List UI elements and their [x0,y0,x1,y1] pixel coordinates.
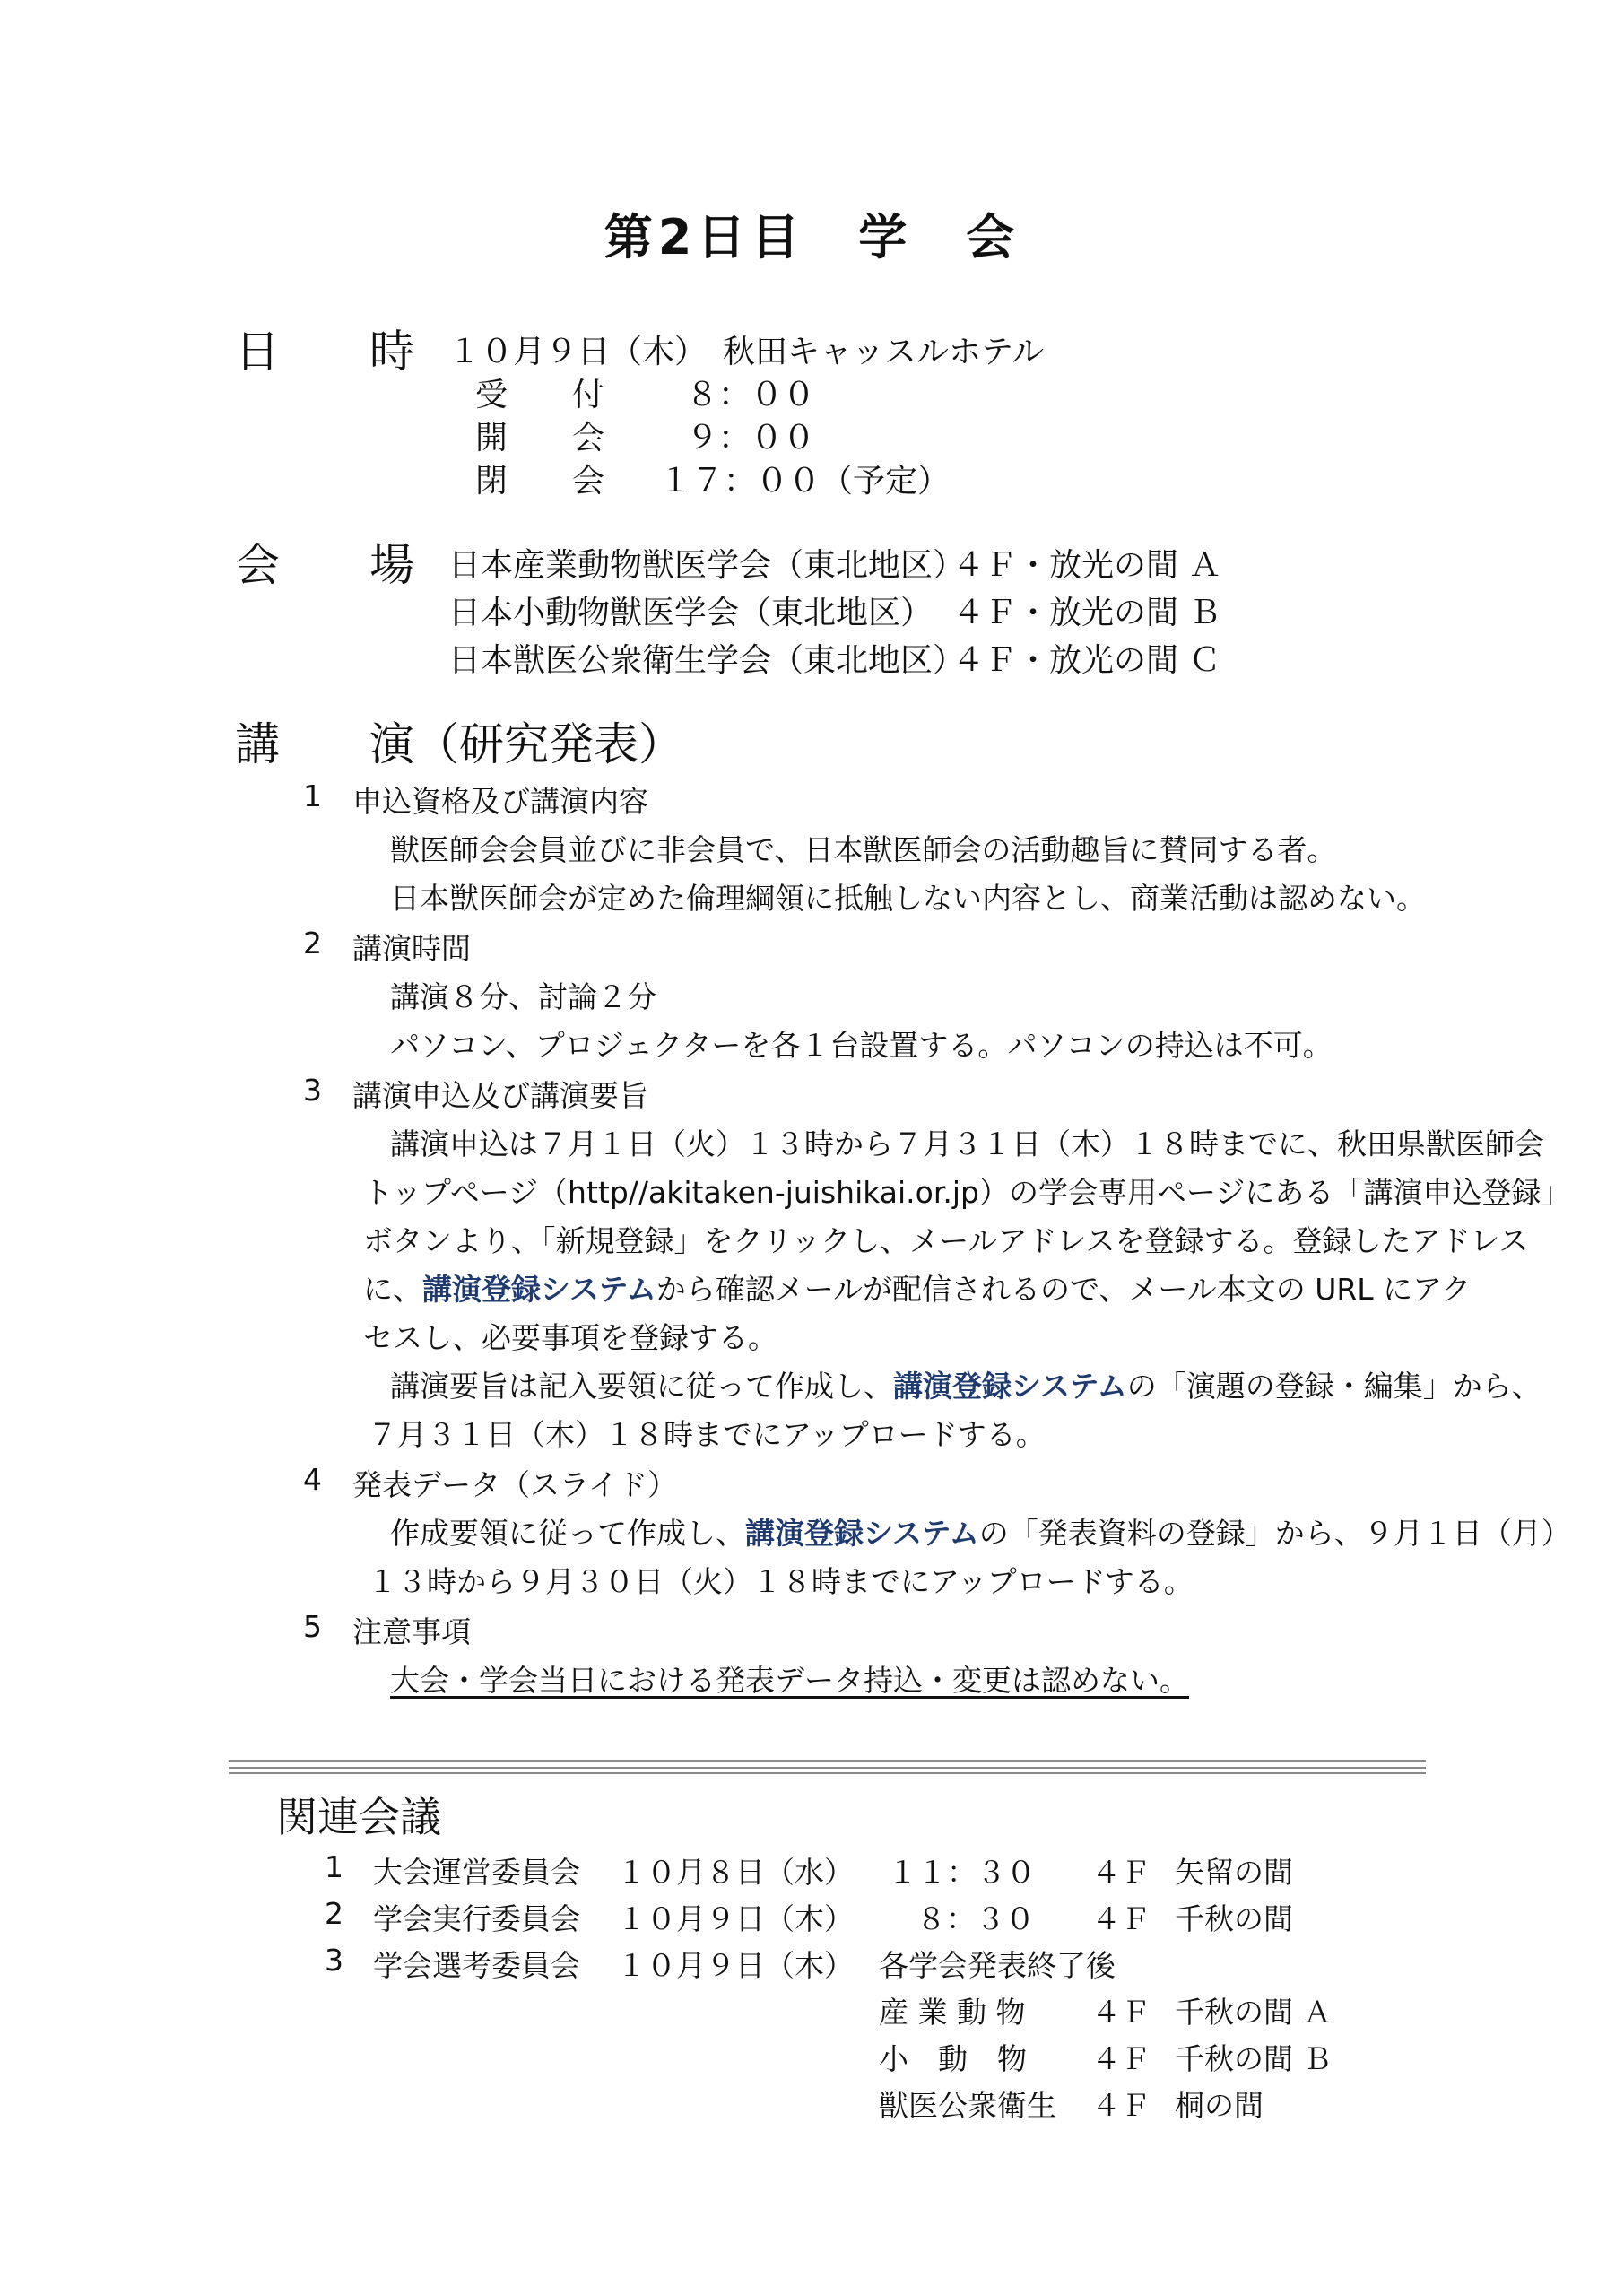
meeting-date: １０月９日（木） [617,1948,854,1983]
committee-group: 産 業 動 物 [879,1995,1026,2030]
body-line: セスし、必要事項を登録する。 [363,1320,777,1355]
section-number: 5 [303,1609,322,1644]
meetings-heading: 関連会議 [276,1793,441,1841]
datetime-date-venue: １０月９日（木） 秋田キャッスルホテル [448,334,1045,370]
section-divider [229,1767,1426,1769]
closing-label: 閉 会 [475,463,605,500]
committee-group: 獣医公衆衛生 [879,2088,1056,2123]
section-number: 2 [303,926,322,961]
meeting-floor: ４Ｆ [1091,2088,1151,2123]
body-line: 講演申込は７月１日（火）１３時から７月３１日（木）１８時までに、秋田県獣医師会 [390,1126,1544,1161]
meeting-floor: ４Ｆ [1091,2041,1151,2076]
section-divider [229,1772,1426,1774]
notice-line: 大会・学会当日における発表データ持込・変更は認めない。 [390,1663,1189,1698]
body-line: 日本獣医師会が定めた倫理綱領に抵触しない内容とし、商業活動は認めない。 [390,881,1426,916]
opening-time: ９：００ [686,420,816,457]
body-line: 獣医師会会員並びに非会員で、日本獣医師会の活動趣旨に賛同する者。 [390,832,1337,867]
meeting-time: ８：３０ [916,1901,1035,1936]
closing-time: １７：００（予定） [659,463,951,500]
system-name: 講演登録システム [745,1516,979,1551]
meeting-floor: ４Ｆ [1091,1855,1151,1890]
venue-name: 日本産業動物獣医学会（東北地区） [448,547,966,584]
venue-label: 会 場 [235,539,414,591]
meeting-name: 学会選考委員会 [373,1948,580,1983]
meeting-room: 矢留の間 [1175,1855,1293,1890]
meeting-time: 各学会発表終了後 [879,1948,1116,1983]
meeting-number: 1 [325,1849,343,1884]
system-name: 講演登録システム [422,1272,656,1307]
body-line: 作成要領に従って作成し、講演登録システムの「発表資料の登録」から、９月１日（月） [390,1516,1571,1551]
body-line: ７月３１日（木）１８時までにアップロードする。 [368,1417,1046,1452]
reception-label: 受 付 [475,377,605,413]
section-title: 注意事項 [352,1614,471,1649]
venue-name: 日本獣医公衆衛生学会（東北地区） [448,642,966,679]
body-line: 講演８分、討論２分 [390,979,656,1014]
datetime-label: 日 時 [235,326,414,378]
committee-group: 小 動 物 [879,2041,1027,2076]
body-line: パソコン、プロジェクターを各１台設置する。パソコンの持込は不可。 [390,1028,1333,1063]
section-number: 1 [303,778,322,813]
meeting-date: １０月８日（水） [617,1855,854,1890]
section-number: 3 [303,1073,322,1108]
venue-name: 日本小動物獣医学会（東北地区） [448,595,934,631]
meeting-room: 千秋の間 Ａ [1175,1995,1333,2030]
meeting-name: 学会実行委員会 [373,1901,580,1936]
venue-room: ４Ｆ・放光の間 Ｃ [952,642,1221,679]
system-name: 講演登録システム [893,1369,1127,1404]
reception-time: ８：００ [686,377,816,413]
body-line: トップページ（http//akitaken-juishikai.or.jp）の学会専用ページにある「講演申込登録」 [363,1175,1571,1210]
meeting-room: 千秋の間 Ｂ [1175,2041,1333,2076]
section-title: 講演申込及び講演要旨 [352,1078,648,1113]
venue-room: ４Ｆ・放光の間 Ｂ [952,595,1221,631]
body-line: に、講演登録システムから確認メールが配信されるので、メール本文の URL にアク [363,1272,1472,1307]
opening-label: 開 会 [475,420,605,457]
section-title: 申込資格及び講演内容 [352,784,648,819]
meeting-number: 3 [325,1943,343,1978]
meeting-room: 千秋の間 [1175,1901,1293,1936]
venue-room: ４Ｆ・放光の間 Ａ [952,547,1221,584]
page-title: 第2日目 学 会 [604,209,1020,265]
body-line: 講演要旨は記入要領に従って作成し、講演登録システムの「演題の登録・編集」から、 [390,1369,1541,1404]
meeting-date: １０月９日（木） [617,1901,854,1936]
lecture-label: 講 演（研究発表） [235,718,683,770]
meeting-name: 大会運営委員会 [373,1855,580,1890]
meeting-number: 2 [325,1896,343,1931]
section-title: 発表データ（スライド） [352,1467,678,1502]
body-line: ボタンより、「新規登録」をクリックし、メールアドレスを登録する。登録したアドレス [363,1223,1529,1258]
section-divider [229,1760,1426,1762]
meeting-floor: ４Ｆ [1091,1995,1151,2030]
section-title: 講演時間 [352,931,471,966]
body-line: １３時から９月３０日（火）１８時までにアップロードする。 [368,1564,1194,1599]
meeting-time: １１：３０ [888,1855,1036,1890]
section-number: 4 [303,1462,322,1497]
meeting-floor: ４Ｆ [1091,1901,1151,1936]
meeting-room: 桐の間 [1175,2088,1264,2123]
